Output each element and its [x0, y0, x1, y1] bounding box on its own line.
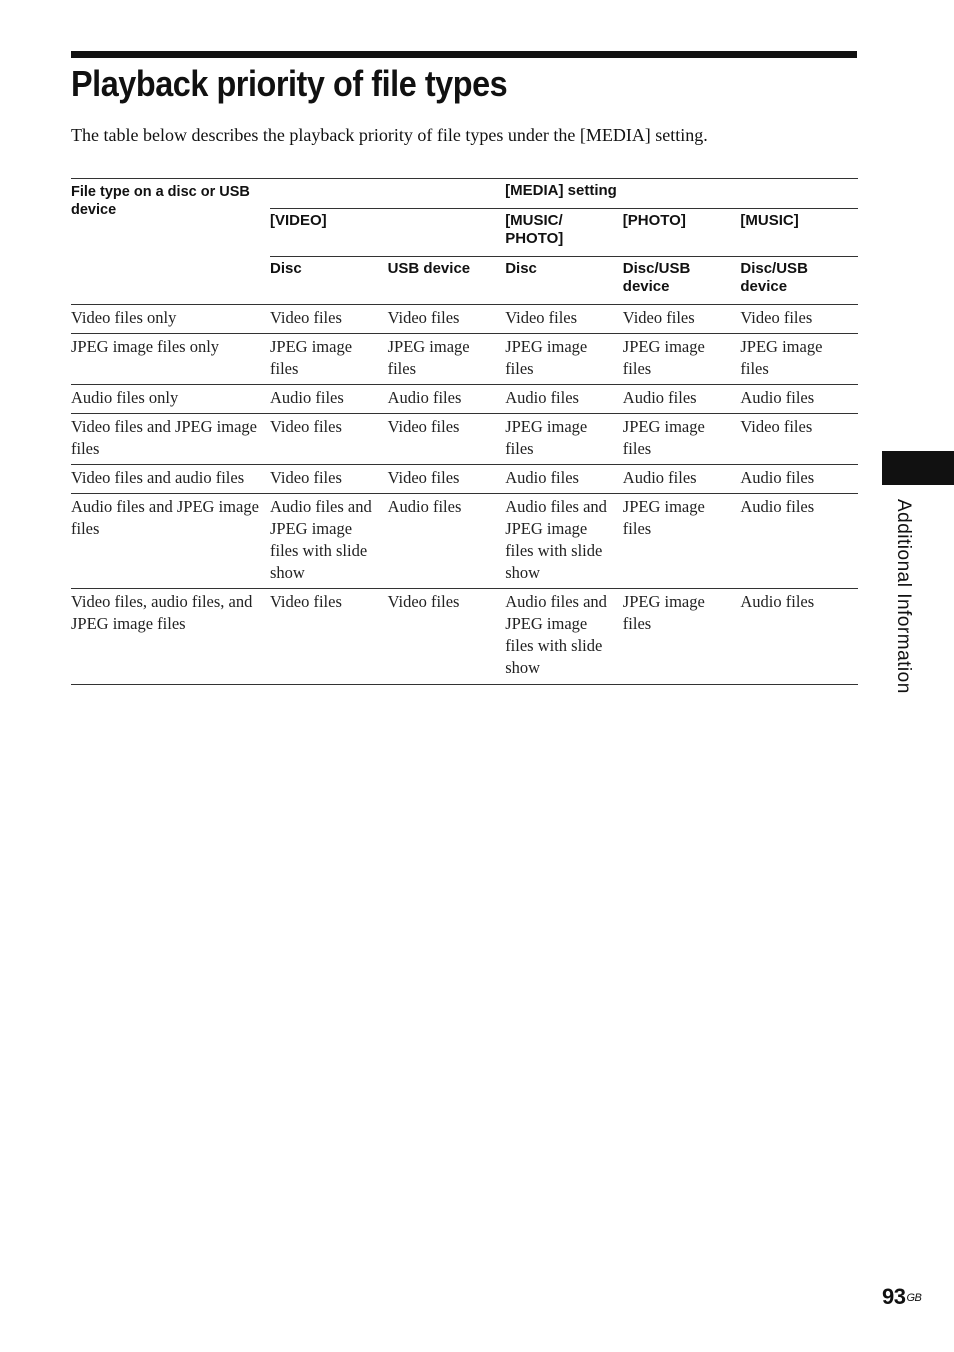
setting-header-music: [MUSIC]	[740, 209, 858, 257]
priority-cell: Audio files and JPEG image files with slide show	[505, 494, 623, 589]
priority-cell: JPEG image files	[623, 494, 741, 589]
file-type-cell: Video files and audio files	[71, 465, 270, 494]
priority-cell: Audio files	[740, 494, 858, 589]
file-type-cell: Video files and JPEG image files	[71, 414, 270, 465]
priority-cell: Video files	[740, 305, 858, 334]
priority-cell: Video files	[388, 414, 506, 465]
priority-cell: JPEG image files	[623, 414, 741, 465]
priority-cell: Video files	[388, 305, 506, 334]
priority-cell: JPEG image files	[505, 414, 623, 465]
table-row	[71, 305, 858, 334]
setting-header-music-photo: [MUSIC/ PHOTO]	[505, 209, 623, 257]
source-header-disc: Disc	[505, 257, 623, 305]
priority-cell: Audio files	[270, 385, 388, 414]
priority-cell: Audio files and JPEG image files with slide show	[270, 494, 388, 589]
file-type-cell: Audio files only	[71, 385, 270, 414]
priority-cell: Audio files	[623, 385, 741, 414]
source-header-disc-usb: Disc/USB device	[740, 257, 858, 305]
corner-header: File type on a disc or USB device	[71, 179, 270, 305]
priority-cell: Video files	[270, 589, 388, 685]
media-setting-header: [MEDIA] setting	[270, 179, 858, 209]
source-header-disc: Disc	[270, 257, 388, 305]
priority-cell: JPEG image files	[623, 334, 741, 385]
table-row	[71, 465, 858, 494]
page-number-value: 93	[882, 1284, 906, 1309]
side-section-label: Additional Information	[893, 499, 914, 694]
priority-cell: Video files	[270, 414, 388, 465]
priority-cell: JPEG image files	[388, 334, 506, 385]
section-tab-marker	[882, 451, 954, 485]
playback-priority-table	[71, 178, 858, 685]
priority-cell: Audio files	[505, 385, 623, 414]
table-row	[71, 494, 858, 589]
file-type-cell: Audio files and JPEG image files	[71, 494, 270, 589]
priority-cell: Audio files	[388, 494, 506, 589]
priority-cell: Video files	[270, 305, 388, 334]
priority-cell: Audio files	[740, 465, 858, 494]
priority-cell: Audio files	[740, 385, 858, 414]
priority-cell: Audio files	[505, 465, 623, 494]
priority-cell: JPEG image files	[623, 589, 741, 685]
priority-cell: JPEG image files	[740, 334, 858, 385]
priority-cell: Audio files	[740, 589, 858, 685]
setting-header-video: [VIDEO]	[270, 209, 505, 257]
priority-cell: JPEG image files	[270, 334, 388, 385]
source-header-disc-usb: Disc/USB device	[623, 257, 741, 305]
priority-cell: Audio files	[623, 465, 741, 494]
priority-cell: Audio files and JPEG image files with slide show	[505, 589, 623, 685]
source-header-usb-device: USB device	[388, 257, 506, 305]
priority-cell: JPEG image files	[505, 334, 623, 385]
title-rule	[71, 51, 857, 58]
priority-cell: Video files	[623, 305, 741, 334]
file-type-cell: JPEG image files only	[71, 334, 270, 385]
table-row	[71, 414, 858, 465]
priority-cell: Video files	[388, 465, 506, 494]
intro-paragraph: The table below describes the playback priority of file types under the [MEDIA] setting.	[71, 125, 708, 145]
table-row	[71, 589, 858, 685]
priority-cell: Video files	[740, 414, 858, 465]
priority-cell: Video files	[388, 589, 506, 685]
priority-cell: Video files	[270, 465, 388, 494]
page-number-suffix: GB	[906, 1292, 922, 1304]
priority-cell: Video files	[505, 305, 623, 334]
table-row	[71, 385, 858, 414]
setting-header-photo: [PHOTO]	[623, 209, 741, 257]
file-type-cell: Video files only	[71, 305, 270, 334]
file-type-cell: Video files, audio files, and JPEG image files	[71, 589, 270, 685]
page-number	[882, 1284, 921, 1310]
table-row	[71, 334, 858, 385]
priority-cell: Audio files	[388, 385, 506, 414]
page-title: Playback priority of file types	[71, 63, 508, 104]
